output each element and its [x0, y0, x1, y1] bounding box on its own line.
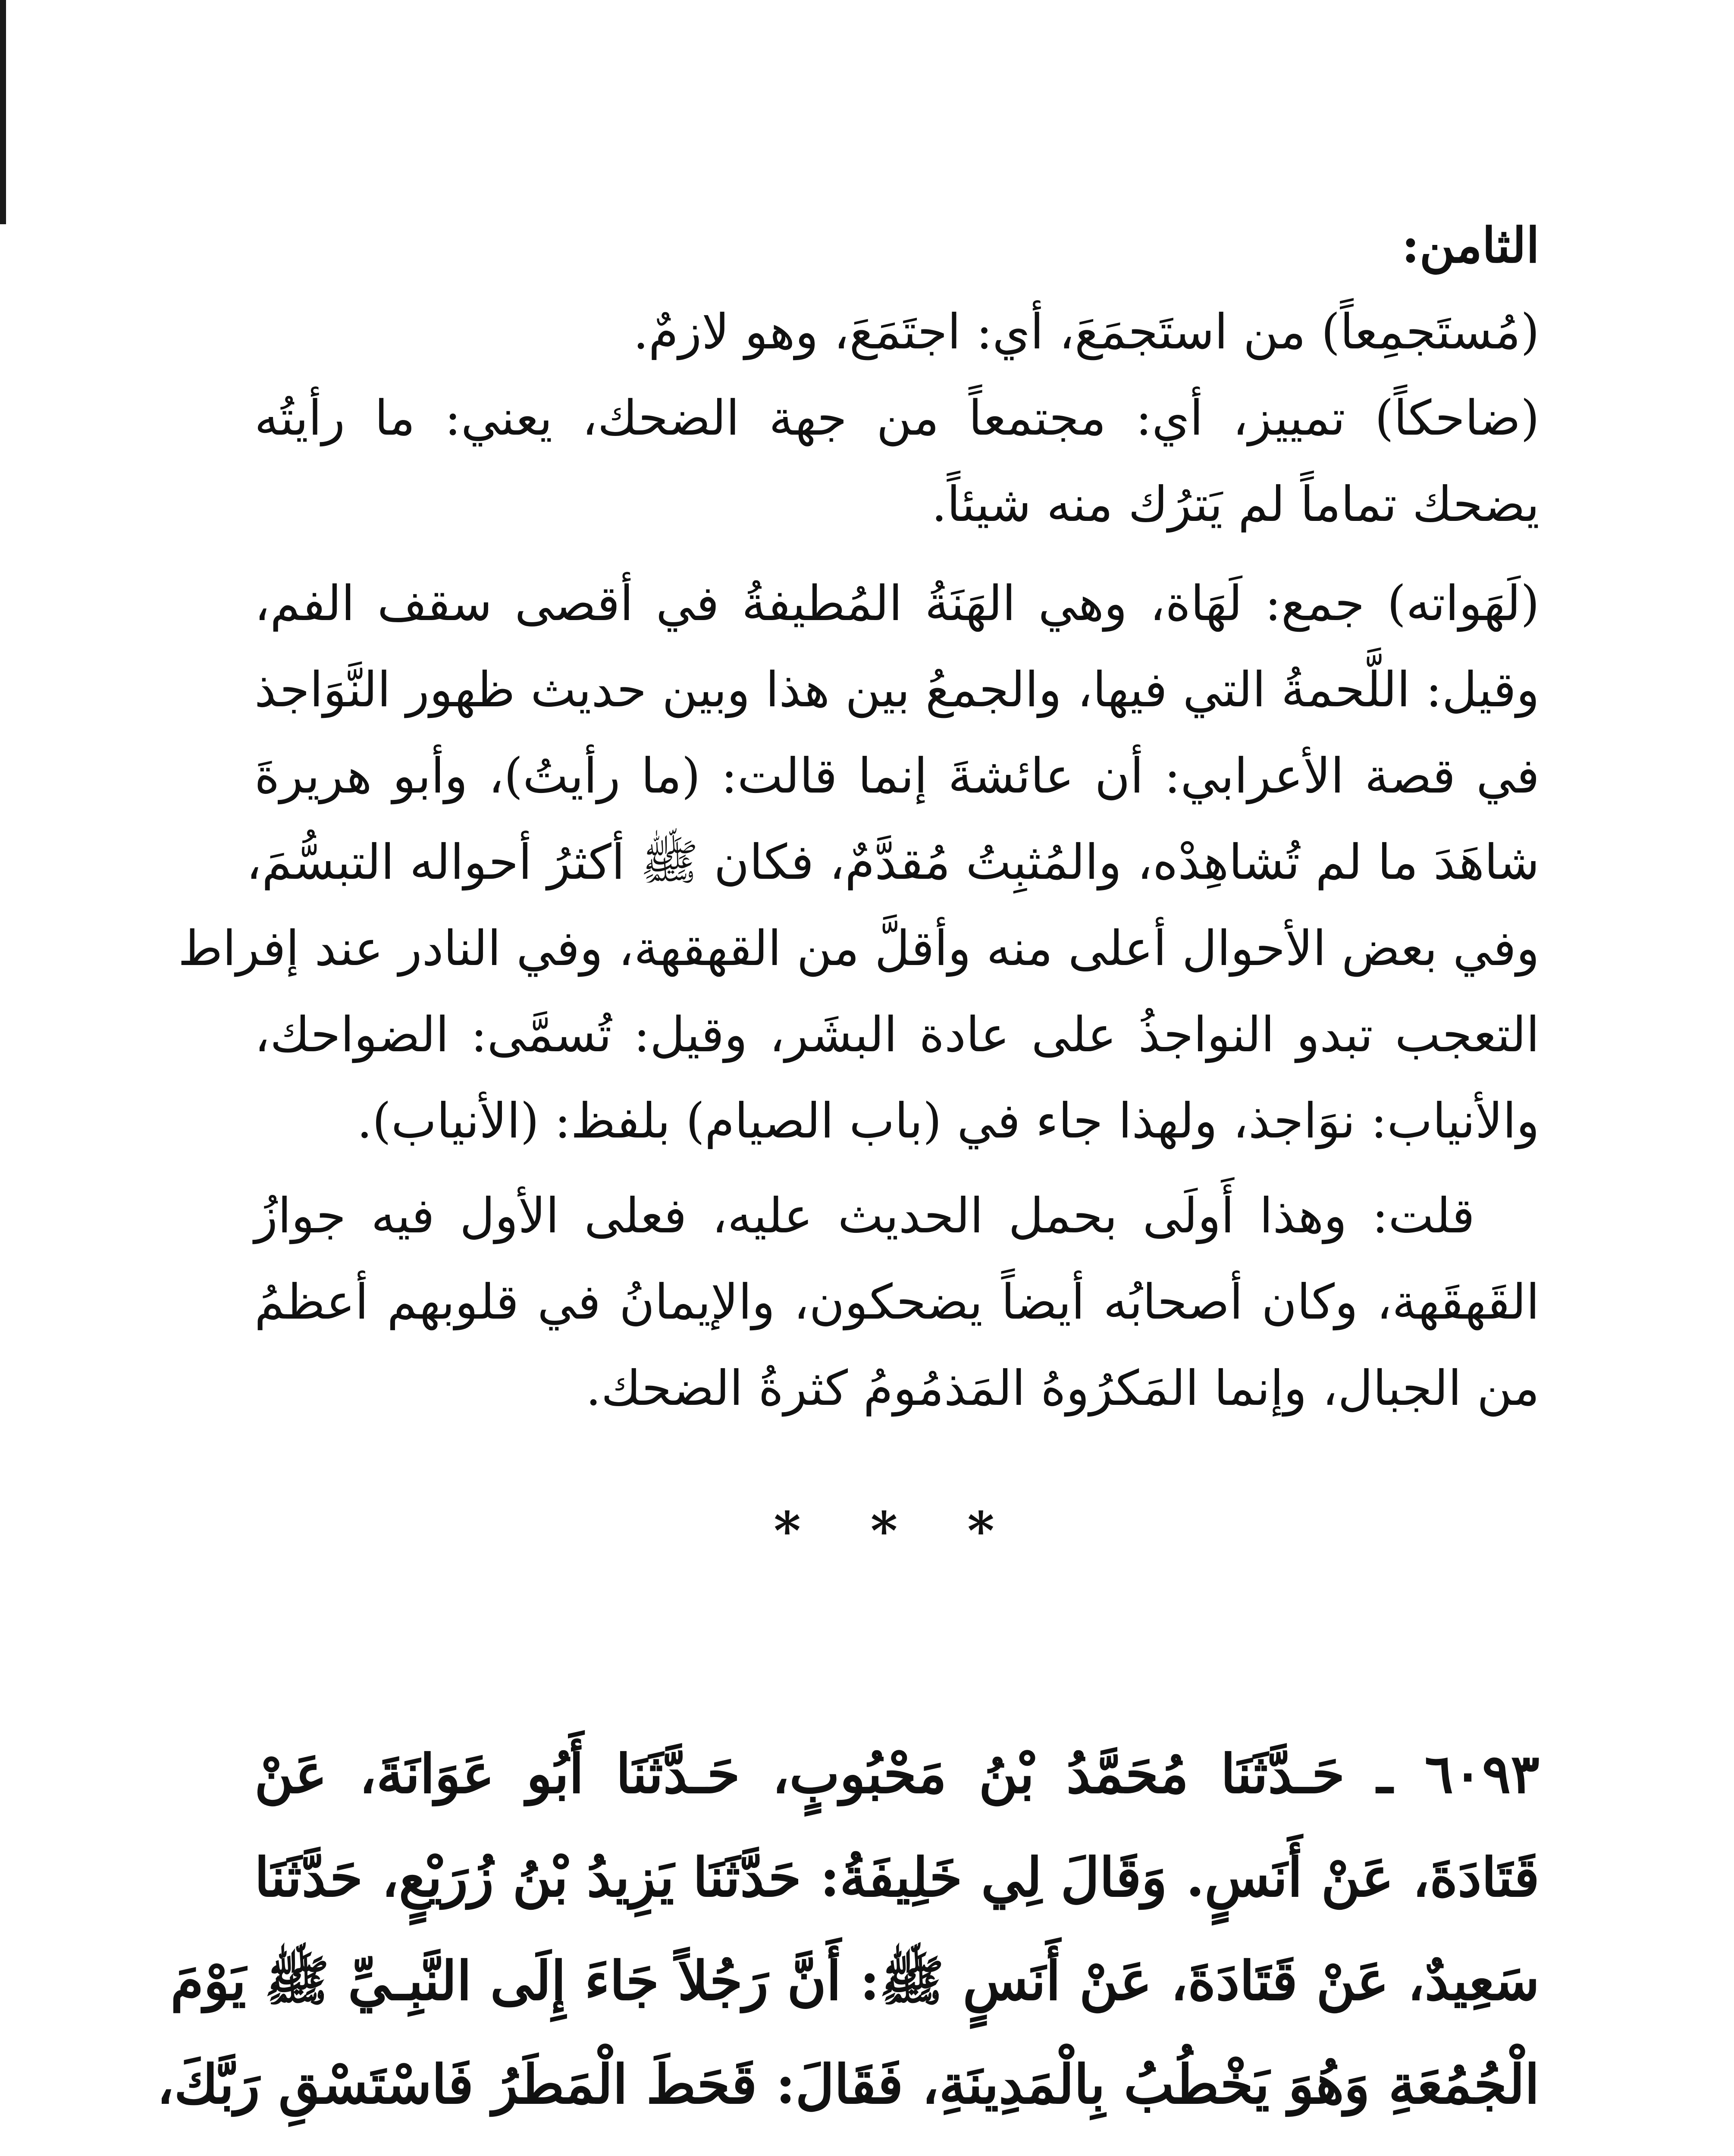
commentary-line: (لَهَواته) جمع: لَهَاة، وهي الهَنَةُ المُطيفةُ في أقصى سقف الفم، [254, 576, 1540, 632]
commentary-line: وقيل: اللَّحمةُ التي فيها، والجمعُ بين هذا وبين حديث ظهور النَّوَاجذ [254, 662, 1540, 718]
hadith-line: ٦٠٩٣ ـ حَـدَّثَنَا مُحَمَّدُ بْنُ مَحْبُوبٍ، حَـدَّثَنَا أَبُو عَوَانَةَ، عَنْ [254, 1743, 1540, 1805]
commentary-line: شاهَدَ ما لم تُشاهِدْه، والمُثبِتُ مُقدَّمٌ، فكان ﷺ أكثرُ أحواله التبسُّمَ، [246, 834, 1540, 890]
hadith-line: قَتَادَةَ، عَنْ أَنَسٍ. وَقَالَ لِي خَلِيفَةُ: حَدَّثَنَا يَزِيدُ بْنُ زُرَيْعٍ، حَدَّثَنَا [254, 1846, 1540, 1909]
hadith-line: سَعِيدٌ، عَنْ قَتَادَةَ، عَنْ أَنَسٍ ﷺ: أَنَّ رَجُلاً جَاءَ إِلَى النَّبِـيِّ ﷺ يَوْمَ [170, 1950, 1540, 2012]
commentary-line: من الجبال، وإنما المَكرُوهُ المَذمُومُ كثرةُ الضحك. [586, 1360, 1540, 1416]
commentary-line: القَهقَهة، وكان أصحابُه أيضاً يضحكون، والإيمانُ في قلوبهم أعظمُ [254, 1274, 1540, 1330]
book-page [157, 203, 1540, 2156]
commentary-line: يضحك تماماً لم يَترُك منه شيئاً. [931, 476, 1540, 533]
commentary-line: في قصة الأعرابي: أن عائشةَ إنما قالت: (ما رأيتُ)، وأبو هريرةَ [254, 748, 1540, 804]
commentary-line: وفي بعض الأحوال أعلى منه وأقلَّ من القهقهة، وفي النادر عند إفراط [178, 921, 1540, 977]
commentary-line: والأنياب: نوَاجذ، ولهذا جاء في (باب الصيام) بلفظ: (الأنياب). [357, 1093, 1540, 1149]
commentary-line: قلت: وهذا أَولَى بحمل الحديث عليه، فعلى الأول فيه جوازُ [254, 1188, 1475, 1244]
scan-edge-shadow [0, 0, 6, 224]
commentary-line: (ضاحكاً) تمييز، أي: مجتمعاً من جهة الضحك، يعني: ما رأيتُه [254, 390, 1540, 446]
section-separator: * * * [774, 1501, 1020, 1561]
commentary-line: التعجب تبدو النواجذُ على عادة البشَر، وقيل: تُسمَّى: الضواحك، [254, 1007, 1540, 1063]
commentary-line: (مُستَجمِعاً) من استَجمَعَ، أي: اجتَمَعَ، وهو لازمٌ. [633, 304, 1540, 360]
hadith-line: الْجُمُعَةِ وَهُوَ يَخْطُبُ بِالْمَدِينَةِ، فَقَالَ: قَحَطَ الْمَطَرُ فَاسْتَسْقِ رَبَّكَ، [157, 2053, 1540, 2116]
section-heading: الثامن: [1402, 217, 1540, 274]
